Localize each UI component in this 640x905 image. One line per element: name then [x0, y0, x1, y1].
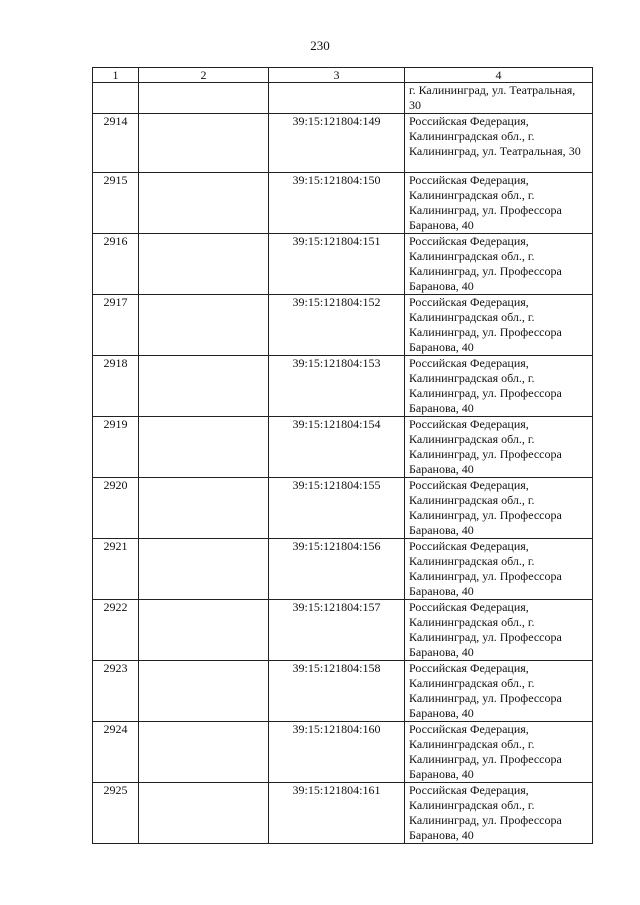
table-row: [93, 722, 593, 783]
address-cell: [405, 234, 593, 295]
address-line: г. Калининград, ул. Профессора: [409, 676, 562, 705]
address-cell: [405, 722, 593, 783]
column-2-cell: [139, 722, 269, 783]
table-header: [93, 68, 593, 83]
table-row: [93, 417, 593, 478]
address-line: Российская Федерация,: [409, 114, 529, 128]
row-number-cell: 2924: [93, 722, 139, 783]
column-2-cell: [139, 295, 269, 356]
address-cell: [405, 356, 593, 417]
row-number-cell: 2921: [93, 539, 139, 600]
column-header-3: 3: [269, 68, 405, 83]
row-number-cell: 2915: [93, 173, 139, 234]
table-row: [93, 661, 593, 722]
table-row: [93, 295, 593, 356]
address-line: Калининградская обл.,: [409, 798, 525, 812]
address-line: Баранова, 40: [409, 218, 474, 232]
column-2-cell: [139, 783, 269, 844]
address-line: г. Калининград, ул. Профессора: [409, 188, 562, 217]
registry-table: [92, 67, 593, 844]
address-line: Российская Федерация,: [409, 173, 529, 187]
address-line: Калининградская обл.,: [409, 676, 525, 690]
address-line: Баранова, 40: [409, 706, 474, 720]
address-line: Калининградская обл.,: [409, 554, 525, 568]
address-line: Российская Федерация,: [409, 539, 529, 553]
address-line: Калининградская обл.,: [409, 737, 525, 751]
address-line: Баранова, 40: [409, 645, 474, 659]
table-row: [93, 783, 593, 844]
address-cell: [405, 295, 593, 356]
cadastral-number-cell: 39:15:121804:150: [269, 173, 405, 234]
row-number-cell: 2925: [93, 783, 139, 844]
address-cell: [405, 83, 593, 114]
address-line: г. Калининград, ул. Профессора: [409, 737, 562, 766]
row-number-cell: 2914: [93, 114, 139, 173]
column-2-cell: [139, 478, 269, 539]
column-header-2: 2: [139, 68, 269, 83]
column-header-4: 4: [405, 68, 593, 83]
row-number-cell: [93, 83, 139, 114]
address-line: Российская Федерация,: [409, 417, 529, 431]
column-2-cell: [139, 83, 269, 114]
address-line: Калининградская обл.,: [409, 432, 525, 446]
cadastral-number-cell: 39:15:121804:151: [269, 234, 405, 295]
address-line: Калининградская обл.,: [409, 129, 525, 143]
column-2-cell: [139, 600, 269, 661]
cadastral-number-cell: 39:15:121804:157: [269, 600, 405, 661]
address-line: г. Калининград, ул. Театральная,: [409, 129, 566, 158]
address-cell: [405, 478, 593, 539]
table-row: [93, 234, 593, 295]
cadastral-number-cell: 39:15:121804:156: [269, 539, 405, 600]
address-cell: [405, 661, 593, 722]
address-line: Калининградская обл.,: [409, 493, 525, 507]
address-line: Российская Федерация,: [409, 783, 529, 797]
address-cell: [405, 539, 593, 600]
address-line: Калининградская обл.,: [409, 371, 525, 385]
cadastral-number-cell: 39:15:121804:158: [269, 661, 405, 722]
address-line: Баранова, 40: [409, 340, 474, 354]
cadastral-number-cell: 39:15:121804:149: [269, 114, 405, 173]
address-line: г. Калининград, ул. Профессора: [409, 249, 562, 278]
cadastral-number-cell: 39:15:121804:153: [269, 356, 405, 417]
address-line: г. Калининград, ул. Профессора: [409, 615, 562, 644]
address-line: Баранова, 40: [409, 828, 474, 842]
header-row: [93, 68, 593, 83]
column-2-cell: [139, 234, 269, 295]
address-line: Российская Федерация,: [409, 722, 529, 736]
address-line: 30: [409, 98, 421, 112]
address-line: 30: [568, 144, 581, 158]
cadastral-number-cell: 39:15:121804:155: [269, 478, 405, 539]
address-line: Калининградская обл.,: [409, 249, 525, 263]
table-row: [93, 600, 593, 661]
address-line: Баранова, 40: [409, 462, 474, 476]
continuation-row: [93, 83, 593, 114]
row-number-cell: 2922: [93, 600, 139, 661]
address-line: Баранова, 40: [409, 279, 474, 293]
address-line: г. Калининград, ул. Профессора: [409, 371, 562, 400]
column-2-cell: [139, 539, 269, 600]
address-line: г. Калининград, ул. Профессора: [409, 798, 562, 827]
address-line: Российская Федерация,: [409, 478, 529, 492]
address-line: Калининградская обл.,: [409, 615, 525, 629]
cadastral-number-cell: 39:15:121804:160: [269, 722, 405, 783]
address-line: г. Калининград, ул. Профессора: [409, 432, 562, 461]
address-line: Российская Федерация,: [409, 661, 529, 675]
address-line: Баранова, 40: [409, 767, 474, 781]
cadastral-number-cell: 39:15:121804:161: [269, 783, 405, 844]
address-line: Российская Федерация,: [409, 356, 529, 370]
table-row: [93, 539, 593, 600]
address-line: Баранова, 40: [409, 523, 474, 537]
row-number-cell: 2917: [93, 295, 139, 356]
address-cell: [405, 600, 593, 661]
row-number-cell: 2919: [93, 417, 139, 478]
cadastral-number-cell: [269, 83, 405, 114]
address-cell: [405, 417, 593, 478]
row-number-cell: 2920: [93, 478, 139, 539]
table-row: [93, 173, 593, 234]
address-line: Российская Федерация,: [409, 295, 529, 309]
address-cell: [405, 783, 593, 844]
row-number-cell: 2918: [93, 356, 139, 417]
address-line: Российская Федерация,: [409, 600, 529, 614]
page-number: 230: [310, 38, 330, 53]
column-2-cell: [139, 661, 269, 722]
address-line: Калининградская обл.,: [409, 188, 525, 202]
address-line: г. Калининград, ул. Профессора: [409, 554, 562, 583]
column-header-1: 1: [93, 68, 139, 83]
table-row: [93, 356, 593, 417]
address-line: Баранова, 40: [409, 401, 474, 415]
column-2-cell: [139, 114, 269, 173]
address-line: Баранова, 40: [409, 584, 474, 598]
table-row: [93, 478, 593, 539]
column-2-cell: [139, 173, 269, 234]
row-number-cell: 2916: [93, 234, 139, 295]
cadastral-number-cell: 39:15:121804:154: [269, 417, 405, 478]
address-cell: [405, 114, 593, 173]
row-number-cell: 2923: [93, 661, 139, 722]
column-2-cell: [139, 417, 269, 478]
cadastral-number-cell: 39:15:121804:152: [269, 295, 405, 356]
address-line: Калининградская обл.,: [409, 310, 525, 324]
address-line: г. Калининград, ул. Профессора: [409, 493, 562, 522]
address-cell: [405, 173, 593, 234]
address-line: Российская Федерация,: [409, 234, 529, 248]
address-line: г. Калининград, ул. Профессора: [409, 310, 562, 339]
table-body: [93, 83, 593, 844]
address-line: г. Калининград, ул. Театральная,: [409, 83, 576, 97]
table-row: [93, 114, 593, 173]
column-2-cell: [139, 356, 269, 417]
